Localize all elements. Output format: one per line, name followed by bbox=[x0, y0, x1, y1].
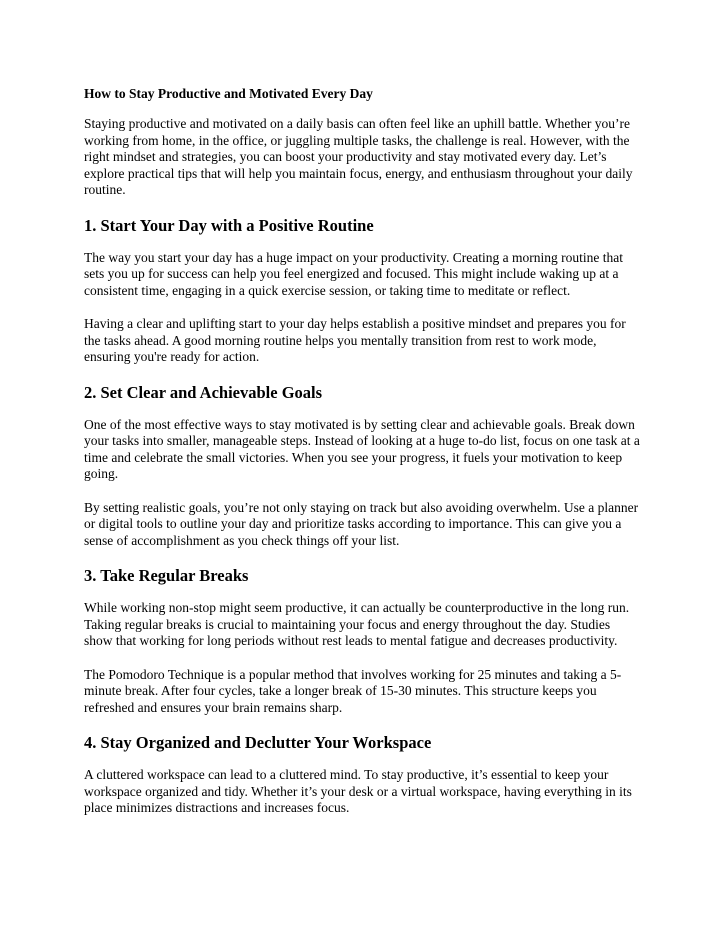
section-paragraph: The Pomodoro Technique is a popular method that involves working for 25 minutes and taking a 5-minute break. After four cycles, take a longer break of 15-30 minutes. This structure keeps you refreshed and ensures your brain remains sharp. bbox=[84, 666, 622, 715]
document-page bbox=[84, 86, 640, 834]
section-heading: 2. Set Clear and Achievable Goals bbox=[84, 382, 323, 402]
section-heading: 1. Start Your Day with a Positive Routine bbox=[84, 215, 374, 235]
section-paragraph: Having a clear and uplifting start to your day helps establish a positive mindset and prepares you for the tasks ahead. A good morning routine helps you mentally transition from rest to work mode, ensuring you're ready for action. bbox=[84, 316, 626, 364]
section-paragraph: A cluttered workspace can lead to a cluttered mind. To stay productive, it’s essential to keep your workspace organized and tidy. Whether it’s your desk or a virtual workspace, having everything in its place minimizes distractions and increases focus. bbox=[84, 767, 632, 815]
section-paragraph: The way you start your day has a huge impact on your productivity. Creating a morning routine that sets you up for success can help you feel energized and focused. This might include waking up at a consistent time, engaging in a quick exercise session, or taking time to meditate or reflect. bbox=[84, 249, 623, 298]
section-stay-organized bbox=[84, 733, 640, 817]
section-heading: 4. Stay Organized and Declutter Your Workspace bbox=[84, 733, 432, 752]
intro-paragraph: Staying productive and motivated on a daily basis can often feel like an uphill battle. Whether you’re working from home, in the office, or juggling multiple tasks, the challenge is real. However, with the right mindset and strategies, you can boost your productivity and stay motivated every day. Let’s explore practical tips that will help you maintain focus, energy, and enthusiasm throughout your daily routine. bbox=[84, 116, 633, 197]
section-start-day bbox=[84, 216, 640, 366]
section-take-breaks bbox=[84, 566, 640, 716]
section-paragraph: One of the most effective ways to stay motivated is by setting clear and achievable goals. Break down your tasks into smaller, manageable steps. Instead of looking at a huge to-do list, focus on one task at a time and celebrate the small victories. When you see your progress, it fuels your motivation to keep going. bbox=[84, 416, 640, 481]
section-set-goals bbox=[84, 383, 640, 550]
document-title: How to Stay Productive and Motivated Every Day bbox=[84, 86, 373, 101]
section-paragraph: While working non-stop might seem productive, it can actually be counterproductive in the long run. Taking regular breaks is crucial to maintaining your focus and energy throughout the day. Studies show that working for long periods without rest leads to mental fatigue and decreases productivity. bbox=[84, 600, 630, 648]
section-heading: 3. Take Regular Breaks bbox=[84, 566, 249, 585]
section-paragraph: By setting realistic goals, you’re not only staying on track but also avoiding overwhelm. Use a planner or digital tools to outline your day and prioritize tasks according to importance. This can give you a sense of accomplishment as you check things off your list. bbox=[84, 499, 639, 548]
